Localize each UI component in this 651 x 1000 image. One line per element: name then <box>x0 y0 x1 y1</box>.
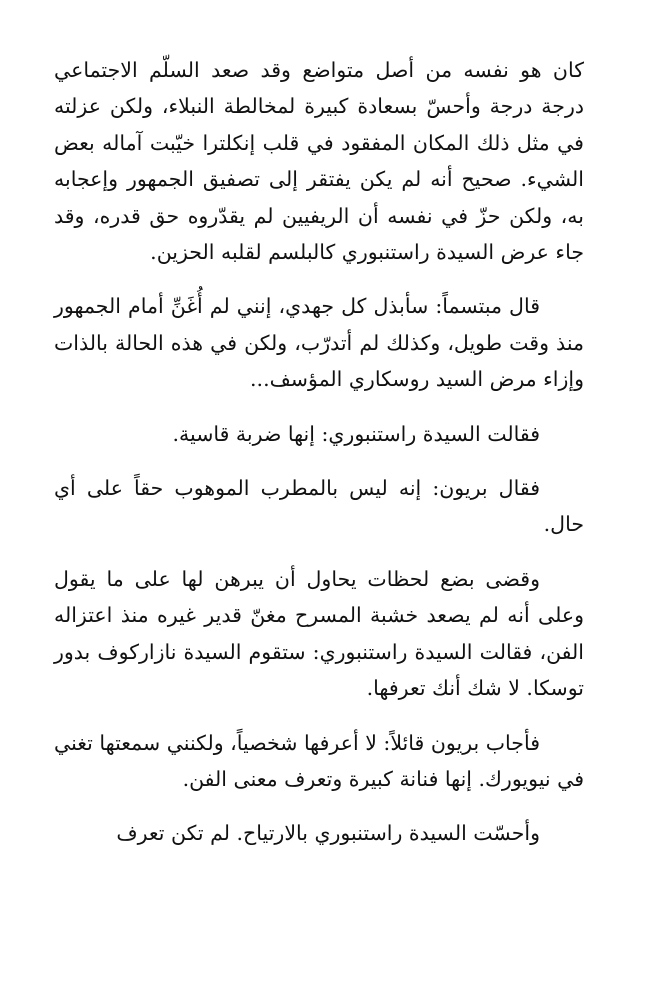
paragraph-3: فقالت السيدة راستنبوري: إنها ضربة قاسية. <box>172 421 540 446</box>
paragraph-7: وأحسّت السيدة راستنبوري بالارتياح. لم تكن تعرف <box>116 821 540 846</box>
paragraph-6: فأجاب بريون قائلاً: لا أعرفها شخصياً، ولكنني سمعتها تغني في نيويورك. إنها فنانة كبيرة وتعرف معنى الفن. <box>54 730 584 791</box>
book-page <box>54 52 584 870</box>
paragraph-2: قال مبتسماً: سأبذل كل جهدي، إنني لم أُغَنِّ أمام الجمهور منذ وقت طويل، وكذلك لم أتدرّب، ولكن في هذه الحالة بالذات وإزاء مرض السيد روسكاري المؤسف... <box>54 294 584 392</box>
paragraph-4: فقال بريون: إنه ليس بالمطرب الموهوب حقاً على أي حال. <box>54 476 584 537</box>
paragraph-5: وقضى بضع لحظات يحاول أن يبرهن لها على ما يقول وعلى أنه لم يصعد خشبة المسرح مغنّ قدير غيره منذ اعتزاله الفن، فقالت السيدة راستنبوري: ستقوم السيدة نازاركوف بدور توسكا. لا شك أنك تعرفها. <box>54 566 584 701</box>
paragraph-1: كان هو نفسه من أصل متواضع وقد صعد السلّم الاجتماعي درجة درجة وأحسّ بسعادة كبيرة لمخالطة النبلاء، ولكن عزلته في مثل ذلك المكان المفقود في قلب إنكلترا خيّبت آماله بعض الشيء. صحيح أنه لم يكن يفتقر إلى تصفيق الجمهور وإعجابه به، ولكن حزّ في نفسه أن الريفيين لم يقدّروه حق قدره، وقد جاء عرض السيدة راستنبوري كالبلسم لقلبه الحزين. <box>54 58 584 265</box>
